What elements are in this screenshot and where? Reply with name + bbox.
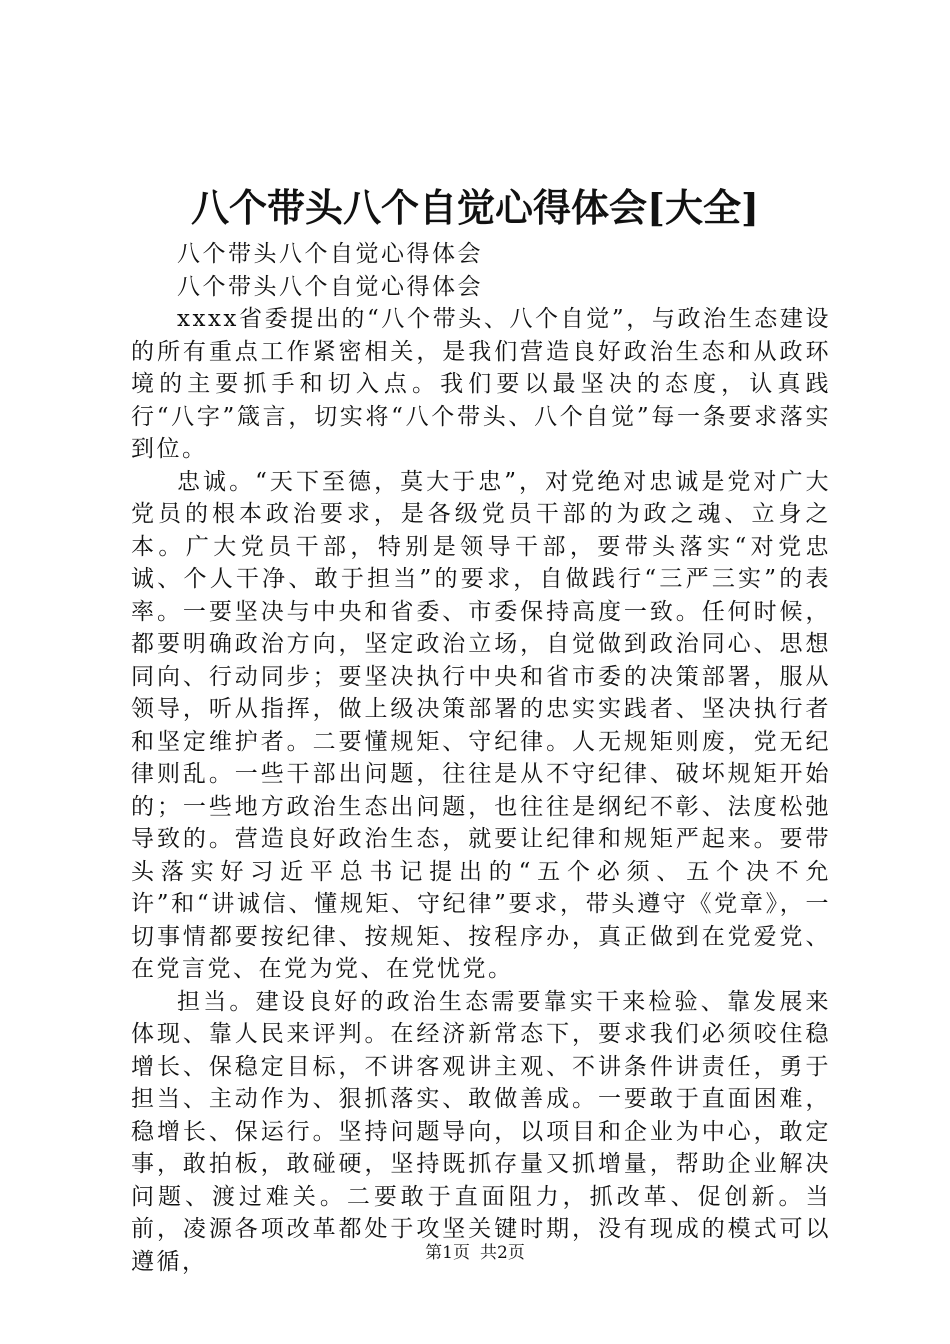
body-paragraph: xxxx省委提出的“八个带头、八个自觉”，与政治生态建设的所有重点工作紧密相关，是我们营造良好政治生态和从政环境的主要抓手和切入点。我们要以最坚决的态度，认真践行“八字”箴言，切实将“八个带头、八个自觉”每一条要求落实到位。 [131,306,831,462]
page-total: 共2页 [480,1243,525,1263]
document-title: 八个带头八个自觉心得体会[大全] [191,185,759,230]
body-paragraph: 担当。建设良好的政治生态需要靠实干来检验、靠发展来体现、靠人民来评判。在经济新常态下，要求我们必须咬住稳增长、保稳定目标，不讲客观讲主观、不讲条件讲责任，勇于担当、主动作为、狠抓落实、敢做善成。一要敢于直面困难，稳增长、保运行。坚持问题导向，以项目和企业为中心，敢定事，敢拍板，敢碰硬，坚持既抓存量又抓增量，帮助企业解决问题、渡过难关。二要敢于直面阻力，抓改革、促创新。当前，凌源各项改革都处于攻坚关键时期，没有现成的模式可以遵循， [131,988,831,1275]
body-paragraph: 忠诚。“天下至德，莫大于忠”，对党绝对忠诚是党对广大党员的根本政治要求，是各级党员干部的为政之魂、立身之本。广大党员干部，特别是领导干部，要带头落实“对党忠诚、个人干净、敢于担当”的要求，自做践行“三严三实”的表率。一要坚决与中央和省委、市委保持高度一致。任何时候，都要明确政治方向，坚定政治立场，自觉做到政治同心、思想同向、行动同步；要坚决执行中央和省市委的决策部署，服从领导，听从指挥，做上级决策部署的忠实实践者、坚决执行者和坚定维护者。二要懂规矩、守纪律。人无规矩则废，党无纪律则乱。一些干部出问题，往往是从不守纪律、破坏规矩开始的；一些地方政治生态出问题，也往往是纲纪不彰、法度松弛导致的。营造良好政治生态，就要让纪律和规矩严起来。要带头落实好习近平总书记提出的“五个必须、五个决不允许”和“讲诚信、懂规矩、守纪律”要求，带头遵守《党章》，一切事情都要按纪律、按规矩、按程序办，真正做到在党爱党、在党言党、在党为党、在党忧党。 [131,468,831,982]
page-footer [0,1241,950,1265]
document-body [131,238,831,1278]
page-number: 第1页 [425,1243,470,1263]
subtitle-line: 八个带头八个自觉心得体会 [177,273,483,300]
subtitle-line: 八个带头八个自觉心得体会 [177,241,483,267]
